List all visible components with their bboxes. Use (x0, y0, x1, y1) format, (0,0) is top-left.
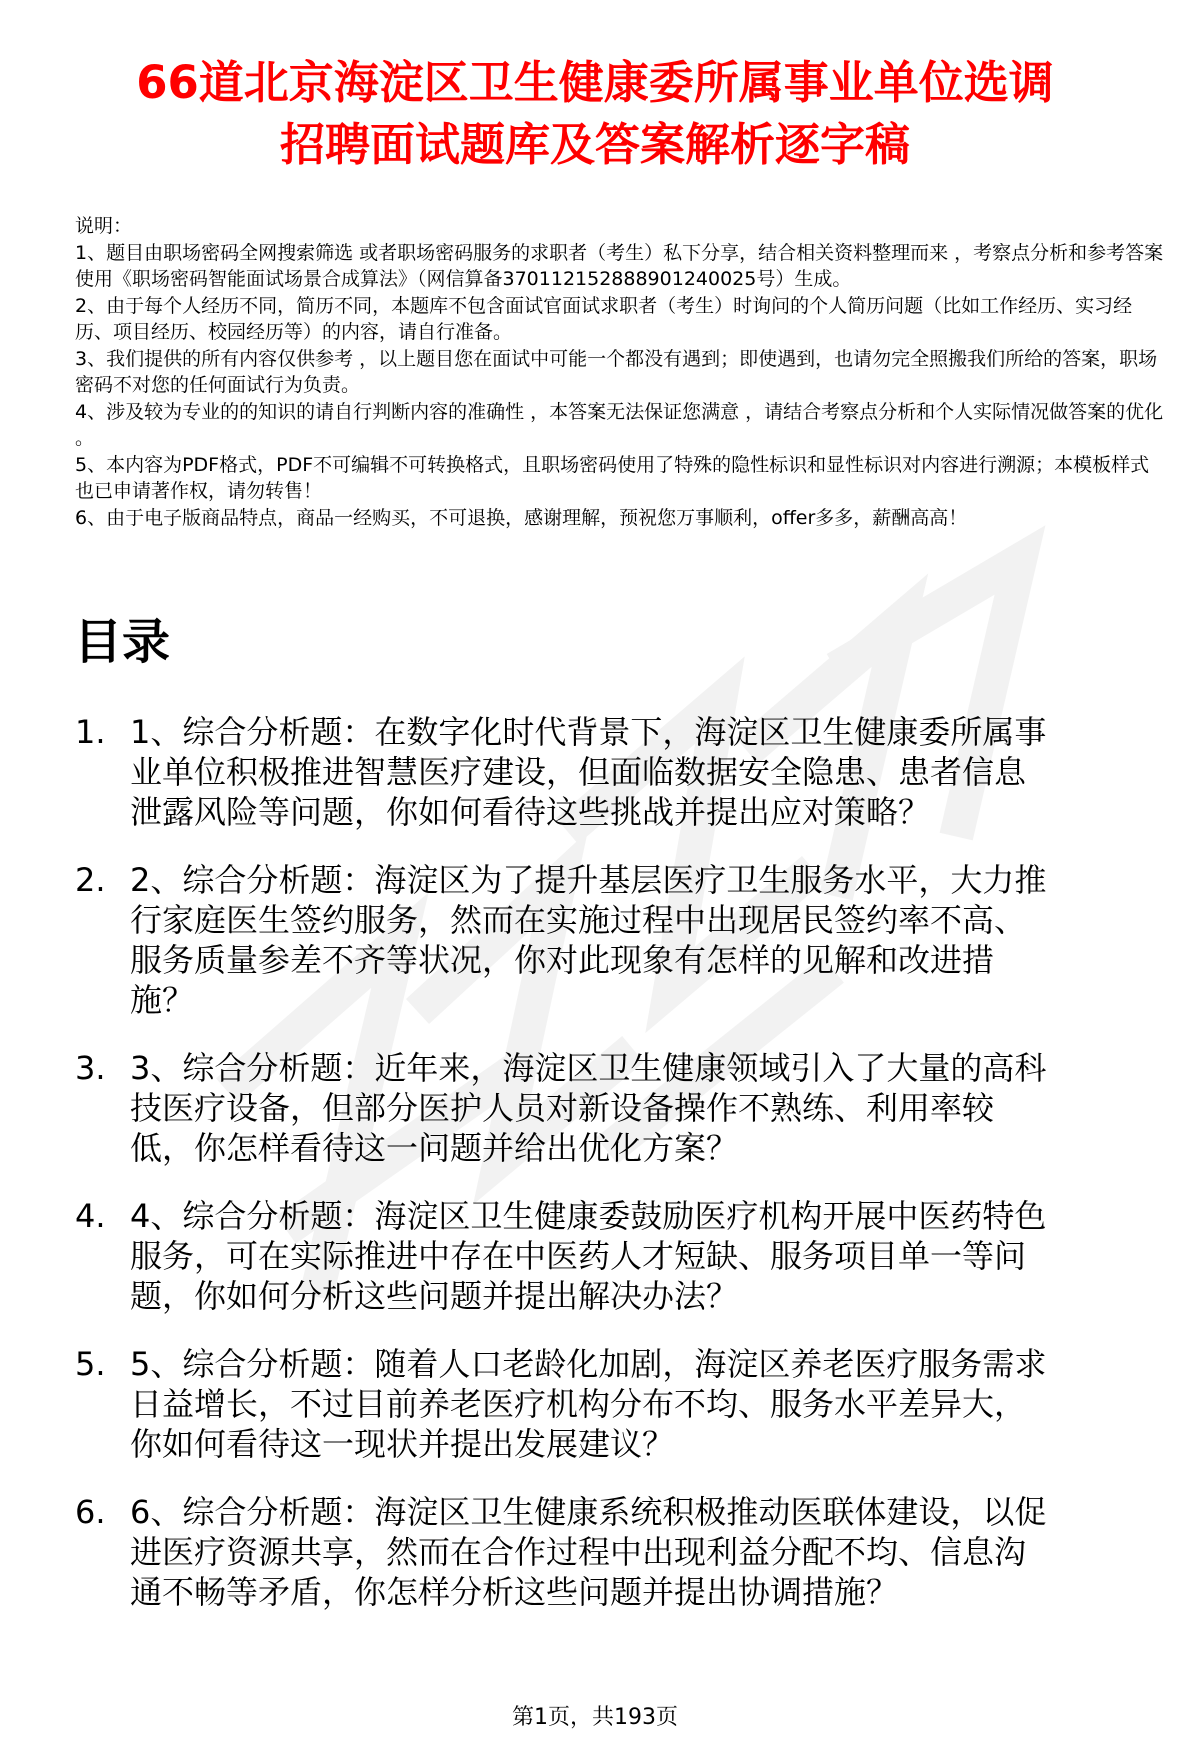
toc-heading: 目录 (74, 614, 171, 670)
toc-item[interactable] (75, 1048, 1165, 1168)
notes-section (75, 213, 1165, 531)
toc-item-text[interactable]: 4、综合分析题：海淀区卫生健康委鼓励医疗机构开展中医药特色 服务，可在实际推进中存在中医药人才短缺、服务项目单一等问 题，你如何分析这些问题并提出解决办法？ (130, 1197, 1047, 1315)
toc-item-number: 1. (75, 713, 106, 751)
toc-item-text[interactable]: 2、综合分析题：海淀区为了提升基层医疗卫生服务水平，大力推 行家庭医生签约服务，然而在实施过程中出现居民签约率不高、 服务质量参差不齐等状况，你对此现象有怎样的见解和改进措 施？ (130, 861, 1047, 1019)
note-item: 5、本内容为PDF格式，PDF不可编辑不可转换格式，且职场密码使用了特殊的隐性标识和显性标识对内容进行溯源；本模板样式也已申请著作权，请勿转售！ (75, 453, 1150, 502)
note-item: 6、由于电子版商品特点，商品一经购买，不可退换，感谢理解，预祝您万事顺利，offer多多，薪酬高高！ (75, 506, 968, 529)
toc-item-number: 3. (75, 1049, 106, 1087)
title-line-1: 66道北京海淀区卫生健康委所属事业单位选调 (136, 56, 1054, 109)
toc-item-number: 2. (75, 861, 106, 899)
toc-item-text[interactable]: 5、综合分析题：随着人口老龄化加剧，海淀区养老医疗服务需求 日益增长，不过目前养老医疗机构分布不均、服务水平差异大， 你如何看待这一现状并提出发展建议？ (130, 1345, 1047, 1463)
toc-item-text[interactable]: 3、综合分析题：近年来，海淀区卫生健康领域引入了大量的高科 技医疗设备，但部分医护人员对新设备操作不熟练、利用率较 低，你怎样看待这一问题并给出优化方案？ (130, 1049, 1047, 1167)
page-footer: 第1页，共193页 (512, 1705, 678, 1730)
toc-item-number: 5. (75, 1345, 106, 1383)
note-item: 2、由于每个人经历不同，简历不同，本题库不包含面试官面试求职者（考生）时询问的个人简历问题（比如工作经历、实习经历、项目经历、校园经历等）的内容，请自行准备。 (75, 294, 1133, 343)
table-of-contents (75, 712, 1165, 1640)
title-line-2: 招聘面试题库及答案解析逐字稿 (279, 118, 910, 171)
toc-item[interactable] (75, 1344, 1165, 1464)
toc-item-text[interactable]: 6、综合分析题：海淀区卫生健康系统积极推动医联体建设，以促 进医疗资源共享，然而在合作过程中出现利益分配不均、信息沟 通不畅等矛盾，你怎样分析这些问题并提出协调措施？ (130, 1493, 1047, 1611)
note-item: 1、题目由职场密码全网搜索筛选 或者职场密码服务的求职者（考生）私下分享，结合相关资料整理而来 ，考察点分析和参考答案使用《职场密码智能面试场景合成算法》（网信算备370112152888901240025号）生成。 (75, 241, 1164, 290)
notes-heading: 说明： (75, 215, 133, 237)
toc-item-number: 4. (75, 1197, 106, 1235)
toc-item-number: 6. (75, 1493, 106, 1531)
toc-item[interactable] (75, 860, 1165, 1020)
toc-item[interactable] (75, 1196, 1165, 1316)
note-item: 4、涉及较为专业的的知识的请自行判断内容的准确性 ，本答案无法保证您满意 ，请结合考察点分析和个人实际情况做答案的优化 。 (75, 400, 1164, 449)
toc-item-text[interactable]: 1、综合分析题：在数字化时代背景下，海淀区卫生健康委所属事 业单位积极推进智慧医疗建设，但面临数据安全隐患、患者信息 泄露风险等问题，你如何看待这些挑战并提出应对策略？ (130, 713, 1047, 831)
toc-item[interactable] (75, 1492, 1165, 1612)
toc-item[interactable] (75, 712, 1165, 832)
note-item: 3、我们提供的所有内容仅供参考 ，以上题目您在面试中可能一个都没有遇到；即使遇到，也请勿完全照搬我们所给的答案，职场密码不对您的任何面试行为负责。 (75, 347, 1158, 396)
document-title (60, 52, 1130, 176)
